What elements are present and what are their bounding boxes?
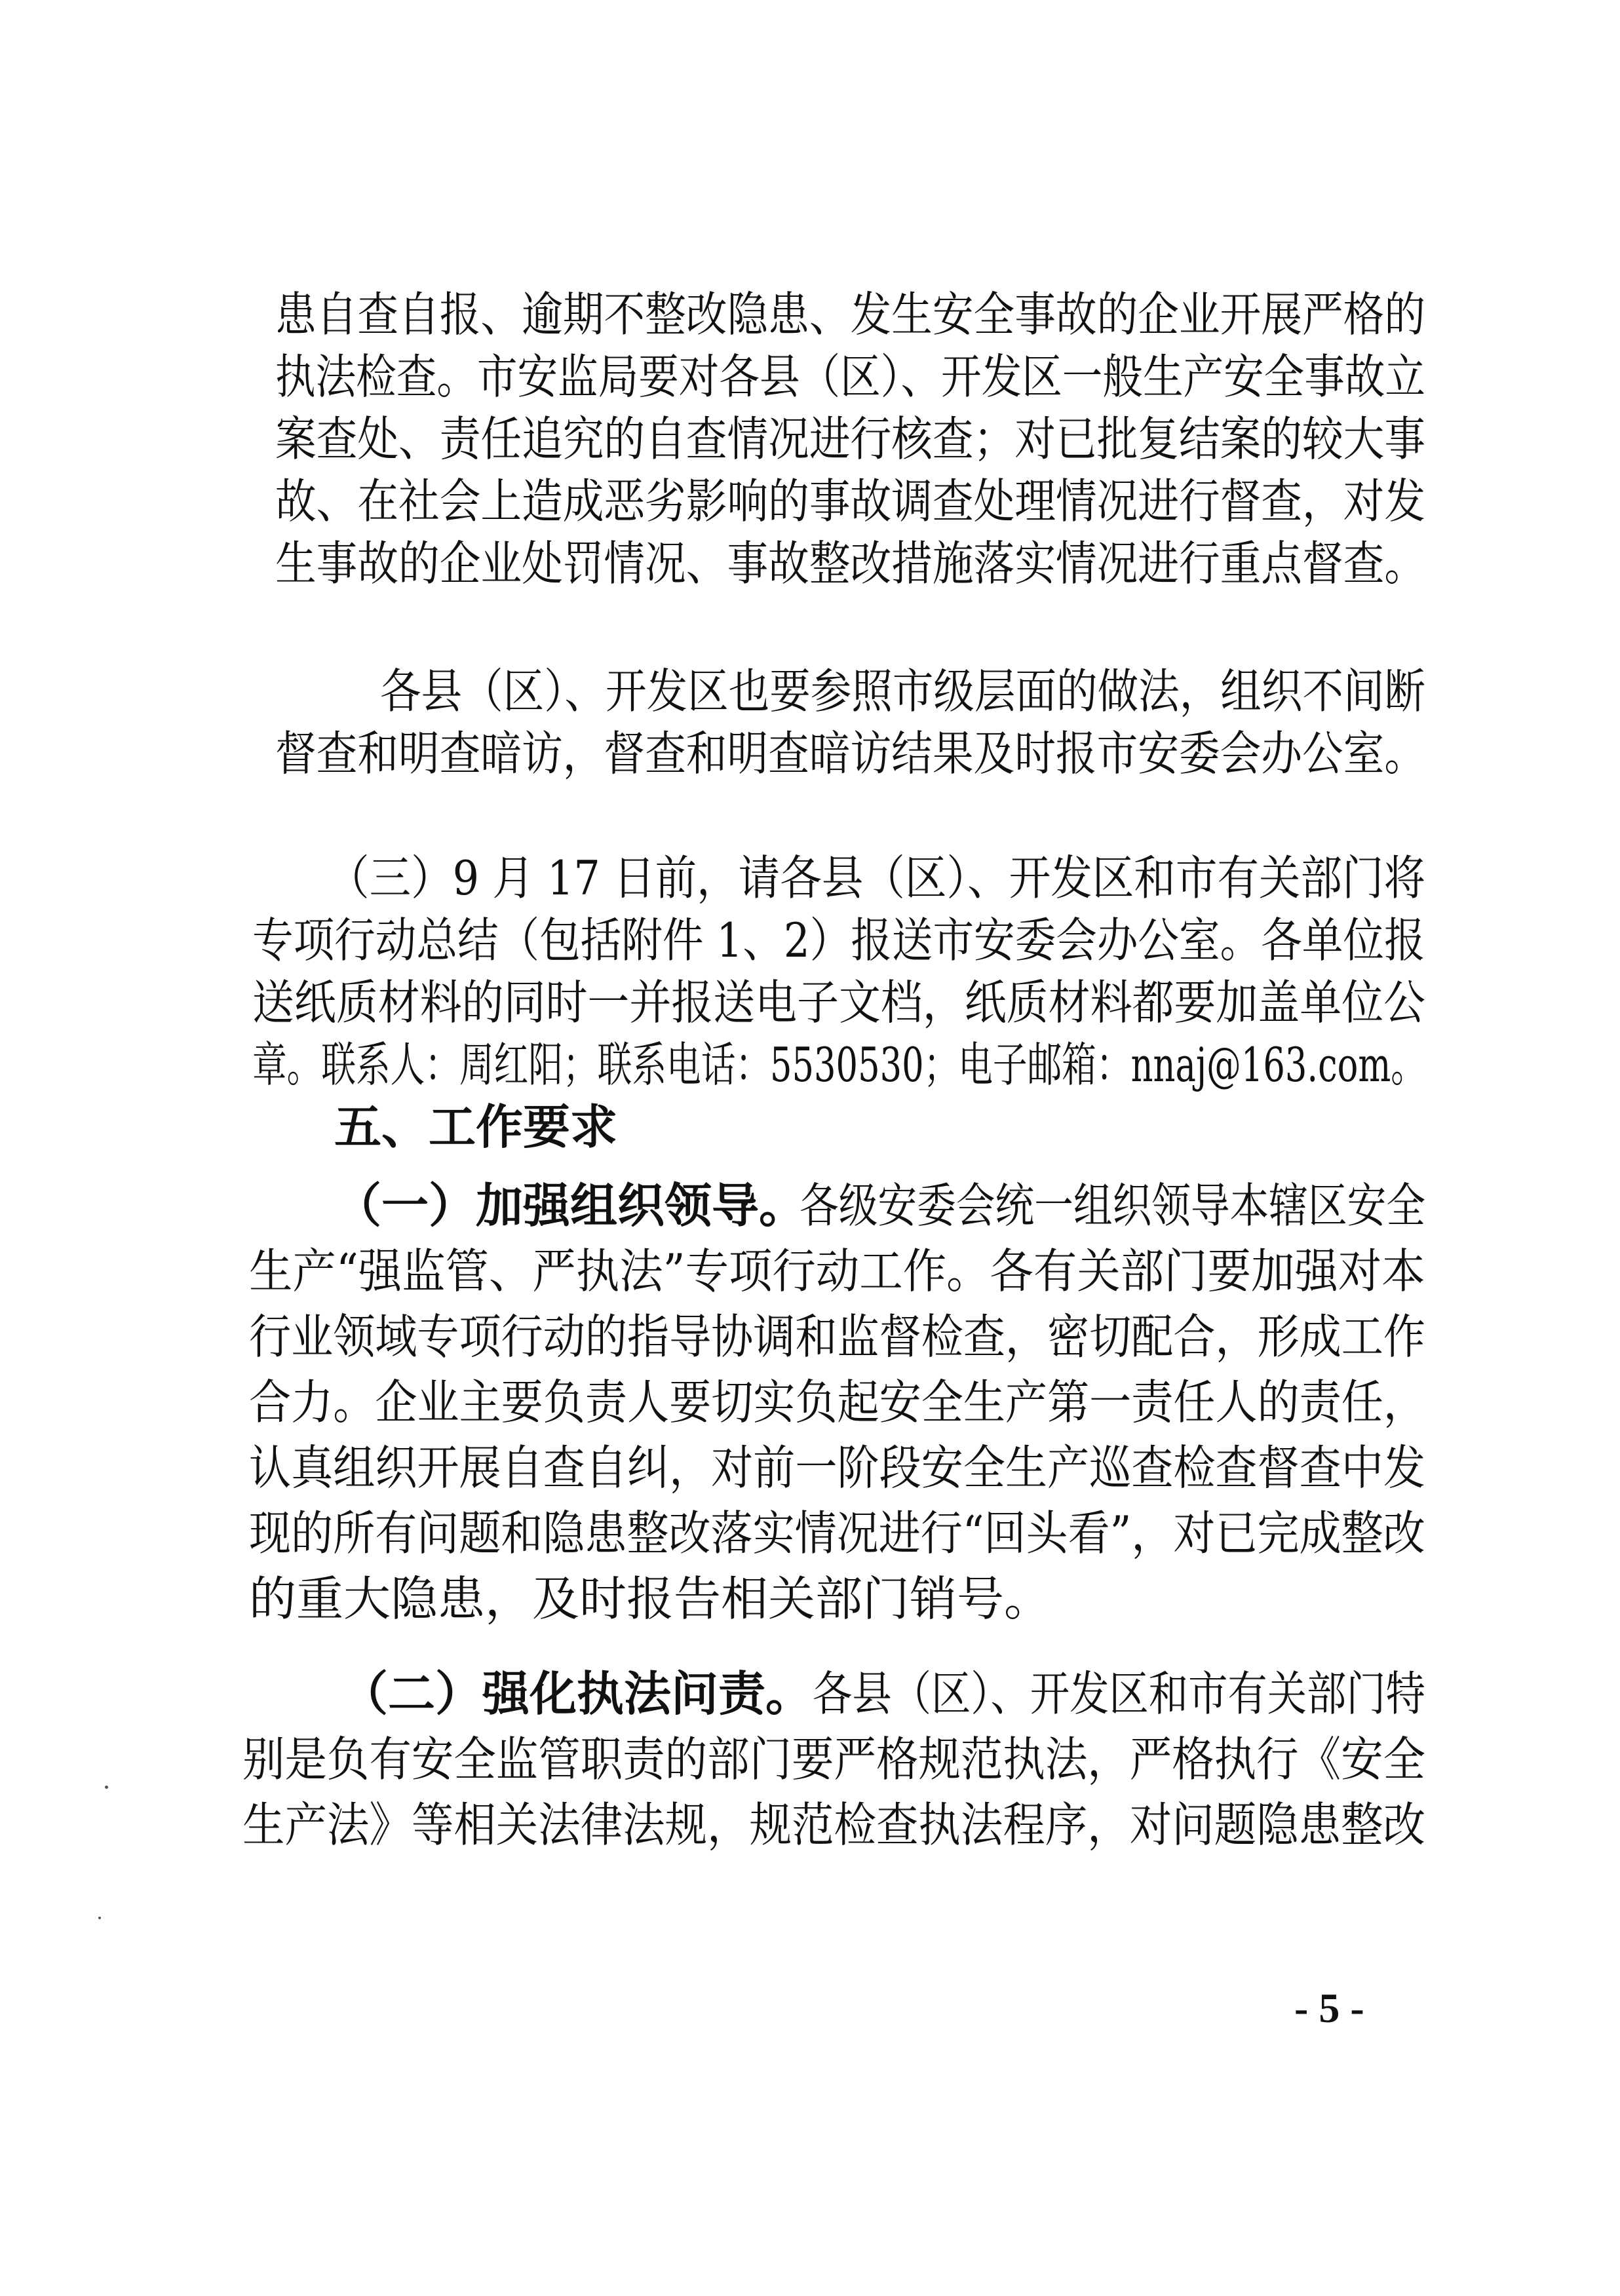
text-run: 专项行动总结（包括附件 1、2）报送市安委会办公室。各单位报 — [252, 913, 1425, 968]
section-heading-text: 五、工作要求 — [334, 1100, 618, 1155]
text-run: 合力。企业主要负责人要切实负起安全生产第一责任人的责任， — [249, 1375, 1426, 1430]
body-line — [0, 714, 1620, 793]
text-run: 案查处、责任追究的自查情况进行核查；对已批复结案的较大事 — [275, 411, 1426, 467]
text-run: 各县（区）、开发区和市有关部门特 — [813, 1666, 1426, 1721]
body-line — [0, 1786, 1620, 1864]
subheading-text: （一）加强组织领导。 — [334, 1177, 807, 1233]
page-number: - 5 - — [1294, 1985, 1364, 2031]
text-run: 现的所有问题和隐患整改落实情况进行“回头看”，对已完成整改 — [249, 1506, 1425, 1561]
text-run: 执法检查。市安监局要对各县（区）、开发区一般生产安全事故立 — [275, 349, 1426, 404]
text-run: 生产法》等相关法律法规，规范检查执法程序，对问题隐患整改 — [242, 1797, 1426, 1852]
text-run: 生事故的企业处罚情况、事故整改措施落实情况进行重点督查。 — [275, 536, 1426, 591]
scan-speck — [105, 1786, 108, 1789]
text-run: 送纸质材料的同时一并报送电子文档，纸质材料都要加盖单位公 — [252, 975, 1426, 1030]
text-run: 患自查自报、逾期不整改隐患、发生安全事故的企业开展严格的 — [275, 287, 1426, 342]
text-run: 认真组织开展自查自纠，对前一阶段安全生产巡查检查督查中发 — [249, 1440, 1426, 1495]
text-run: 章。联系人：周红阳；联系电话：5530530；电子邮箱：nnaj@163.com。 — [252, 1037, 1425, 1092]
text-run: 的重大隐患，及时报告相关部门销号。 — [249, 1571, 1052, 1626]
text-run: 各级安委会统一组织领导本辖区安全 — [800, 1178, 1426, 1233]
text-run: 督查和明查暗访，督查和明查暗访结果及时报市安委会办公室。 — [275, 726, 1426, 781]
text-run: 生产“强监管、严执法”专项行动工作。各有关部门要加强对本 — [249, 1244, 1425, 1299]
section-heading — [0, 1088, 1620, 1166]
text-run: 故、在社会上造成恶劣影响的事故调查处理情况进行督查，对发 — [275, 474, 1426, 529]
body-line — [0, 524, 1620, 603]
body-line — [0, 1559, 1620, 1638]
text-run: 各县（区）、开发区也要参照市级层面的做法，组织不间断 — [380, 664, 1426, 719]
scan-speck — [98, 1917, 101, 1919]
text-run: 行业领域专项行动的指导协调和监督检查，密切配合，形成工作 — [249, 1309, 1426, 1364]
text-run: 别是负有安全监管职责的部门要严格规范执法，严格执行《安全 — [242, 1732, 1426, 1787]
subheading-text: （二）强化执法问责。 — [341, 1666, 813, 1721]
text-run: （三）9 月 17 日前，请各县（区）、开发区和市有关部门将 — [328, 851, 1426, 906]
